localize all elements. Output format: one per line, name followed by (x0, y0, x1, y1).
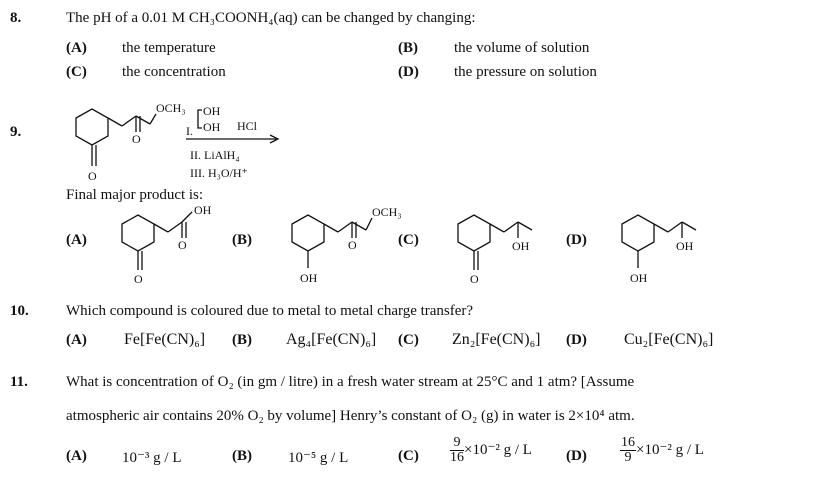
atom-o: O (132, 132, 141, 146)
fraction: $\frac{9}{16}$ (450, 435, 464, 465)
option-label[interactable]: (C) (398, 332, 419, 348)
option-label[interactable]: (D) (566, 332, 587, 348)
option-text[interactable]: the volume of solution (454, 40, 590, 56)
option-label[interactable]: (B) (232, 448, 252, 464)
option-text[interactable]: Zn₂[Fe(CN)₆] (452, 331, 541, 348)
option-label[interactable]: (B) (232, 232, 252, 248)
option-text[interactable]: $\frac{9}{16}$ ×10⁻² g / L (450, 435, 532, 465)
svg-text:OH: OH (630, 271, 648, 285)
reagent-hcl: HCl (237, 119, 258, 133)
option-c-structure[interactable] (448, 202, 558, 286)
question-prompt: Final major product is: (66, 187, 204, 203)
option-label[interactable]: (A) (66, 232, 87, 248)
reactant-group: OCH₃ (156, 101, 186, 115)
reagent-step-1: I. (186, 124, 193, 138)
question-number: 10. (10, 303, 29, 319)
svg-text:O: O (178, 238, 187, 252)
svg-text:OH: OH (300, 271, 318, 285)
question-number: 11. (10, 374, 28, 390)
option-a-structure[interactable] (112, 202, 222, 286)
option-label[interactable]: (C) (398, 448, 419, 464)
option-text[interactable]: Fe[Fe(CN)₆] (124, 331, 206, 348)
option-label[interactable]: (B) (398, 40, 418, 56)
option-label[interactable]: (A) (66, 40, 87, 56)
option-label[interactable]: (D) (566, 448, 587, 464)
option-text[interactable]: the concentration (122, 64, 226, 80)
option-label[interactable]: (B) (232, 332, 252, 348)
atom-o: O (88, 169, 97, 183)
fraction: $\frac{16}{9}$ (621, 435, 635, 465)
svg-text:O: O (470, 272, 479, 286)
reagent-oh: OH (203, 104, 221, 118)
reaction-arrow-icon (186, 134, 286, 144)
option-label[interactable]: (C) (398, 232, 419, 248)
option-text[interactable]: 10⁻⁵ g / L (288, 450, 349, 466)
svg-text:OCH₃: OCH₃ (372, 205, 402, 219)
reagent-oh: OH (203, 120, 221, 134)
option-label[interactable]: (A) (66, 332, 87, 348)
option-text[interactable]: Cu₂[Fe(CN)₆] (624, 331, 714, 348)
option-label[interactable]: (D) (398, 64, 419, 80)
option-label[interactable]: (A) (66, 448, 87, 464)
question-text: What is concentration of O₂ (in gm / litre) in a fresh water stream at 25°C and 1 atm? [Assume (66, 374, 635, 390)
option-text[interactable]: the temperature (122, 40, 216, 56)
option-label[interactable]: (C) (66, 64, 87, 80)
svg-text:O: O (348, 238, 357, 252)
reactant-structure (58, 96, 188, 186)
svg-text:O: O (134, 272, 143, 286)
option-b-structure[interactable] (282, 202, 412, 286)
question-number: 9. (10, 124, 22, 140)
svg-text:OH: OH (194, 203, 212, 217)
reagent-step-3: III. H₃O/H⁺ (190, 166, 248, 180)
question-text: Which compound is coloured due to metal to metal charge transfer? (66, 303, 474, 319)
option-text[interactable]: the pressure on solution (454, 64, 597, 80)
svg-text:OH: OH (512, 239, 530, 253)
option-text[interactable]: Ag₄[Fe(CN)₆] (286, 331, 377, 348)
reagent-step-2: II. LiAlH₄ (190, 148, 240, 162)
option-text[interactable]: $\frac{16}{9}$ ×10⁻² g / L (621, 435, 704, 465)
question-text: atmospheric air contains 20% O₂ by volume] Henry’s constant of O₂ (g) in water is 2×10⁴ atm. (66, 408, 635, 424)
svg-text:OH: OH (676, 239, 694, 253)
question-number: 8. (10, 10, 22, 26)
option-d-structure[interactable] (612, 202, 722, 286)
option-text[interactable]: 10⁻³ g / L (122, 450, 182, 466)
option-label[interactable]: (D) (566, 232, 587, 248)
question-text: The pH of a 0.01 M CH₃COONH₄(aq) can be changed by changing: (66, 10, 476, 26)
